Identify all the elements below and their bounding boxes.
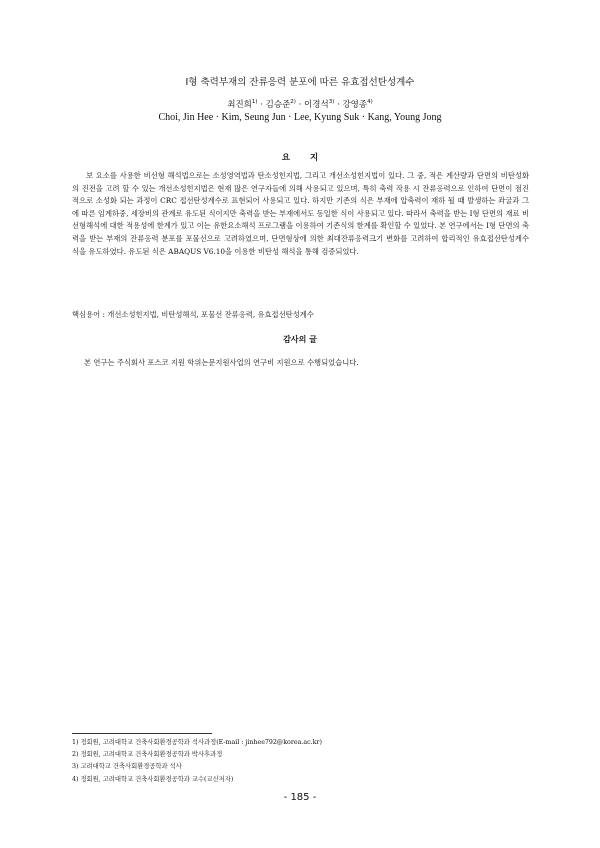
author-footnote-mark: 1) [251, 99, 258, 106]
footnote-item: 4) 정회원, 고려대학교 건축사회환경공학과 교수(교신저자) [72, 775, 234, 783]
acknowledgement-heading: 감사의 글 [283, 335, 317, 344]
author-footnote-mark: 2) [290, 99, 296, 106]
author-name: 최진희 [227, 100, 252, 110]
footnote-list [72, 737, 529, 786]
author-footnote-mark: 3) [328, 99, 335, 106]
author-separator: · [257, 100, 266, 110]
keywords: 핵심용어 : 개선소성힌지법, 비탄성해석, 포물선 잔류응력, 유효접선탄성계수 [72, 310, 314, 319]
authors-korean [0, 98, 600, 110]
author-name: 강영종 [342, 100, 368, 110]
author-name: 이경석 [304, 100, 329, 110]
author-separator: · [295, 100, 305, 110]
footnote-item: 3) 고려대학교 건축사회환경공학과 석사 [72, 763, 182, 771]
author-separator: · [334, 100, 343, 110]
author-name: 김승준 [265, 100, 291, 110]
acknowledgement-body: 본 연구는 주식회사 포스코 지원 학위논문지원사업의 연구비 지원으로 수행되었습니다. [84, 358, 359, 367]
footnote-item: 2) 정회원, 고려대학교 건축사회환경공학과 박사후과정 [72, 751, 223, 759]
footnote-divider [72, 733, 212, 734]
paper-title: I형 축력부재의 잔류응력 분포에 따른 유효접선탄성계수 [185, 77, 415, 88]
abstract-body: 보 요소를 사용한 비선형 해석법으로는 소성영역법과 탄소성힌지법, 그리고 개선소성힌지법이 있다. 그 중, 적은 계산량과 단면의 비탄성화의 진전을 고려 할 수 있는 개선소성힌지법은 현재 많은 연구자들에 의해 사용되고 있으며, 특히 축력 작용 시 잔류응력으로 인하여 단면이 점진적으로 소성화 되는 과정이 CRC 접선탄성계수로 표현되어 사용되고 있다. 하지만 기존의 식은 부재에 압축력이 재하 될 때 발생하는 좌굴과 그에 따른 임계하중, 세장비의 관계로 유도된 식이지만 축력을 받는 부재에서도 동일한 식이 사용되고 있다. 따라서 축력을 받는 I형 단면의 재료 비선형해석에 대한 적용성에 한계가 있고 이는 유한요소해석 프로그램을 이용하여 기존식의 한계를 확인할 수 있었다. 본 연구에서는 I형 단면의 축력을 받는 부재의 잔류응력 분포를 포물선으로 고려하였으며, 단면형상에 의한 최대잔류응력크기 변화를 고려하여 합리적인 유효접선탄성계수 식을 유도하였다. 유도된 식은 ABAQUS V6.10을 이용한 비탄성 해석을 통해 검증되었다. [72, 171, 529, 256]
page-number: - 185 - [283, 792, 317, 803]
author-footnote-mark: 4) [367, 99, 373, 106]
abstract-heading: 요지 [281, 153, 339, 163]
footnote-item: 1) 정회원, 고려대학교 건축사회환경공학과 석사과정(E-mail : jinhee792@korea.ac.kr) [72, 739, 322, 746]
authors-english: Choi, Jin Hee · Kim, Seung Jun · Lee, Kyung Suk · Kang, Young Jong [158, 112, 442, 123]
